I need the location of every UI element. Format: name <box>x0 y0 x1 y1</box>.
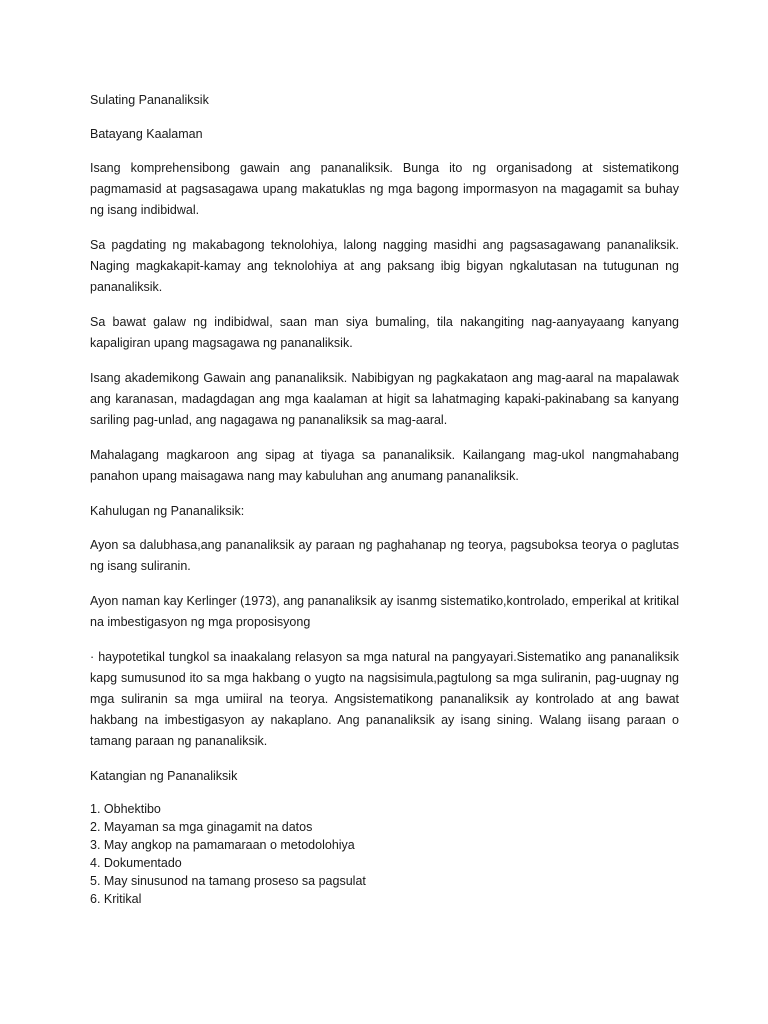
paragraph: Ayon sa dalubhasa,ang pananaliksik ay paraan ng paghahanap ng teorya, pagsuboksa teorya o paglutas ng isang suliranin. <box>90 538 679 573</box>
section-heading-batayang-kaalaman: Batayang Kaalaman <box>90 127 203 141</box>
paragraph: Isang komprehensibong gawain ang pananaliksik. Bunga ito ng organisadong at sistematikong pagmamasid at pagsasagawa upang makatuklas ng mga bagong impormasyon na magagamit sa buhay ng isang indibidwal. <box>90 161 679 217</box>
list-item: 3. May angkop na pamamaraan o metodolohiya <box>90 838 355 852</box>
paragraph: Mahalagang magkaroon ang sipag at tiyaga sa pananaliksik. Kailangang mag-ukol nangmahabang panahon upang maisagawa nang may kabuluhan ang anumang pananaliksik. <box>90 448 679 483</box>
document-title: Sulating Pananaliksik <box>90 93 209 107</box>
list-item: 5. May sinusunod na tamang proseso sa pagsulat <box>90 874 366 888</box>
characteristics-list <box>90 800 679 908</box>
list-item: 6. Kritikal <box>90 892 142 906</box>
paragraph: Isang akademikong Gawain ang pananaliksik. Nabibigyan ng pagkakataon ang mag-aaral na mapalawak ang karanasan, madagdagan ang mga kaalaman at higit sa lahatmaging kapaki-pakinabang sa kanyang sariling pag-unlad, ang nagagawa ng pananaliksik sa mag-aaral. <box>90 371 679 427</box>
paragraph: Ayon naman kay Kerlinger (1973), ang pananaliksik ay isanmg sistematiko,kontrolado, emperikal at kritikal na imbestigasyon ng mga proposisyong <box>90 594 679 629</box>
list-item: 4. Dokumentado <box>90 856 182 870</box>
paragraph: · haypotetikal tungkol sa inaakalang relasyon sa mga natural na pangyayari.Sistematiko ang pananaliksik kapg sumusunod ito sa mga hakbang o yugto na nagsisimula,pagtulong sa mga suliranin, pag-uugnay ng mga suliranin sa mga umiiral na teorya. Angsistematikong pananaliksik ay kontrolado at ang bawat hakbang na imbestigasyon ay nakaplano. Ang pananaliksik ay isang sining. Walang iisang paraan o tamang paraan ng pananaliksik. <box>90 650 679 748</box>
paragraph: Sa bawat galaw ng indibidwal, saan man siya bumaling, tila nakangiting nag-aanyayaang kanyang kapaligiran upang magsagawa ng pananaliksik. <box>90 315 679 350</box>
list-item: 1. Obhektibo <box>90 802 161 816</box>
document-page <box>90 90 679 908</box>
section-heading-katangian: Katangian ng Pananaliksik <box>90 769 238 783</box>
paragraph: Sa pagdating ng makabagong teknolohiya, lalong nagging masidhi ang pagsasagawang pananaliksik. Naging magkakapit-kamay ang teknolohiya at ang paksang ibig bigyan ngkalutasan na tutugunan ng pananaliksik. <box>90 238 679 294</box>
section-heading-kahulugan: Kahulugan ng Pananaliksik: <box>90 504 245 518</box>
list-item: 2. Mayaman sa mga ginagamit na datos <box>90 820 313 834</box>
